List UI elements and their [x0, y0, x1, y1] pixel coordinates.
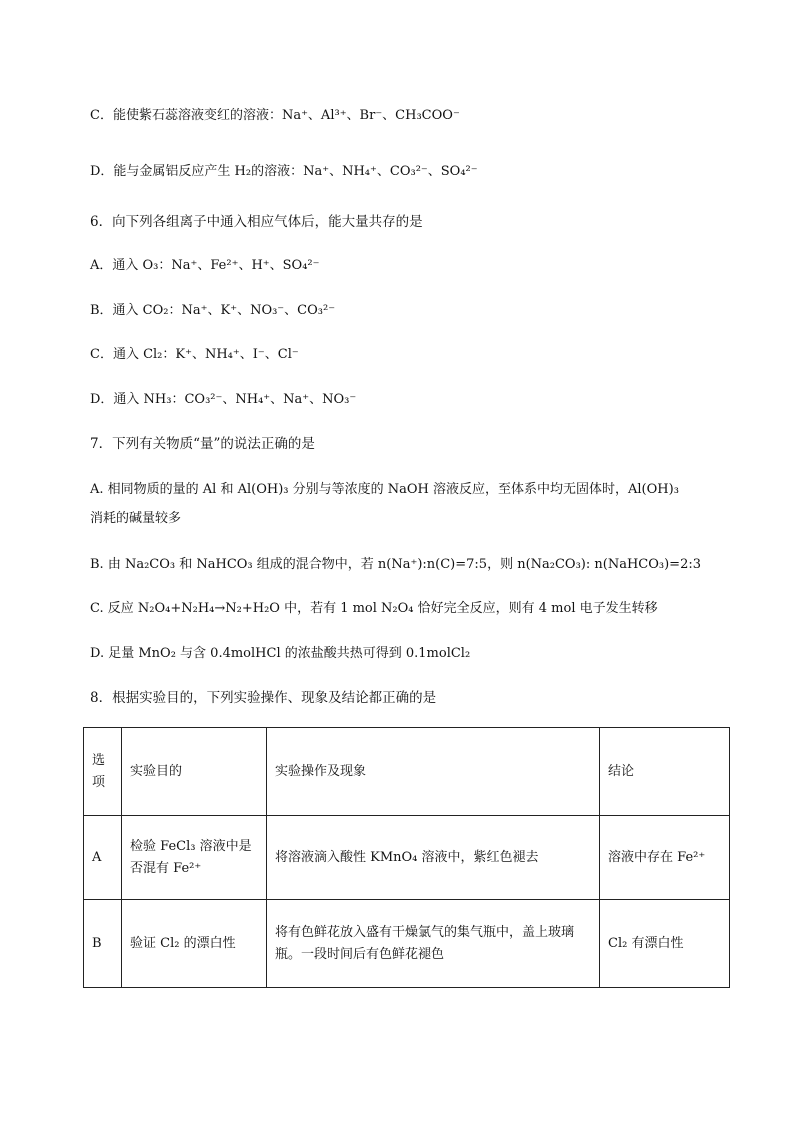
q6-option-c: C．通入 Cl₂：K⁺、NH₄⁺、I⁻、Cl⁻	[90, 347, 299, 362]
q7-option-a-line2: 消耗的碱量较多	[90, 511, 182, 526]
table-header-cell: 选项	[84, 728, 122, 816]
table-row	[84, 816, 730, 900]
q6-stem: 6．向下列各组离子中通入相应气体后，能大量共存的是	[90, 214, 423, 230]
q6-option-a: A．通入 O₃：Na⁺、Fe²⁺、H⁺、SO₄²⁻	[90, 258, 320, 273]
table-cell: Cl₂ 有漂白性	[600, 900, 730, 988]
q7-option-b: B. 由 Na₂CO₃ 和 NaHCO₃ 组成的混合物中，若 n(Na⁺):n(C)=7:5，则 n(Na₂CO₃): n(NaHCO₃)=2:3	[90, 557, 701, 572]
table-header-row	[84, 728, 730, 816]
table-cell: A	[84, 816, 122, 900]
q6-option-b: B．通入 CO₂：Na⁺、K⁺、NO₃⁻、CO₃²⁻	[90, 303, 336, 318]
table-header-cell: 实验操作及现象	[267, 728, 600, 816]
q7-stem: 7．下列有关物质“量”的说法正确的是	[90, 436, 315, 452]
q8-stem: 8．根据实验目的，下列实验操作、现象及结论都正确的是	[90, 690, 437, 706]
q7-option-c: C. 反应 N₂O₄+N₂H₄→N₂+H₂O 中，若有 1 mol N₂O₄ 恰好完全反应，则有 4 mol 电子发生转移	[90, 601, 658, 616]
q7-option-d: D. 足量 MnO₂ 与含 0.4molHCl 的浓盐酸共热可得到 0.1molCl₂	[90, 646, 471, 661]
table-cell: 溶液中存在 Fe²⁺	[600, 816, 730, 900]
table-header-cell: 实验目的	[122, 728, 267, 816]
table-cell: 将溶液滴入酸性 KMnO₄ 溶液中，紫红色褪去	[267, 816, 600, 900]
table-cell: B	[84, 900, 122, 988]
q5-option-c: C．能使紫石蕊溶液变红的溶液：Na⁺、Al³⁺、Br⁻、CH₃COO⁻	[90, 108, 460, 123]
table-cell: 检验 FeCl₃ 溶液中是否混有 Fe²⁺	[122, 816, 267, 900]
table-row	[84, 900, 730, 988]
q6-option-d: D．通入 NH₃：CO₃²⁻、NH₄⁺、Na⁺、NO₃⁻	[90, 392, 357, 407]
q7-option-a-line1: A. 相同物质的量的 Al 和 Al(OH)₃ 分别与等浓度的 NaOH 溶液反应，至体系中均无固体时，Al(OH)₃	[90, 482, 679, 497]
table-header-cell: 结论	[600, 728, 730, 816]
table-cell: 将有色鲜花放入盛有干燥氯气的集气瓶中，盖上玻璃瓶。一段时间后有色鲜花褪色	[267, 900, 600, 988]
experiment-table	[83, 727, 730, 988]
q5-option-d: D．能与金属铝反应产生 H₂的溶液：Na⁺、NH₄⁺、CO₃²⁻、SO₄²⁻	[90, 164, 478, 179]
table-cell: 验证 Cl₂ 的漂白性	[122, 900, 267, 988]
